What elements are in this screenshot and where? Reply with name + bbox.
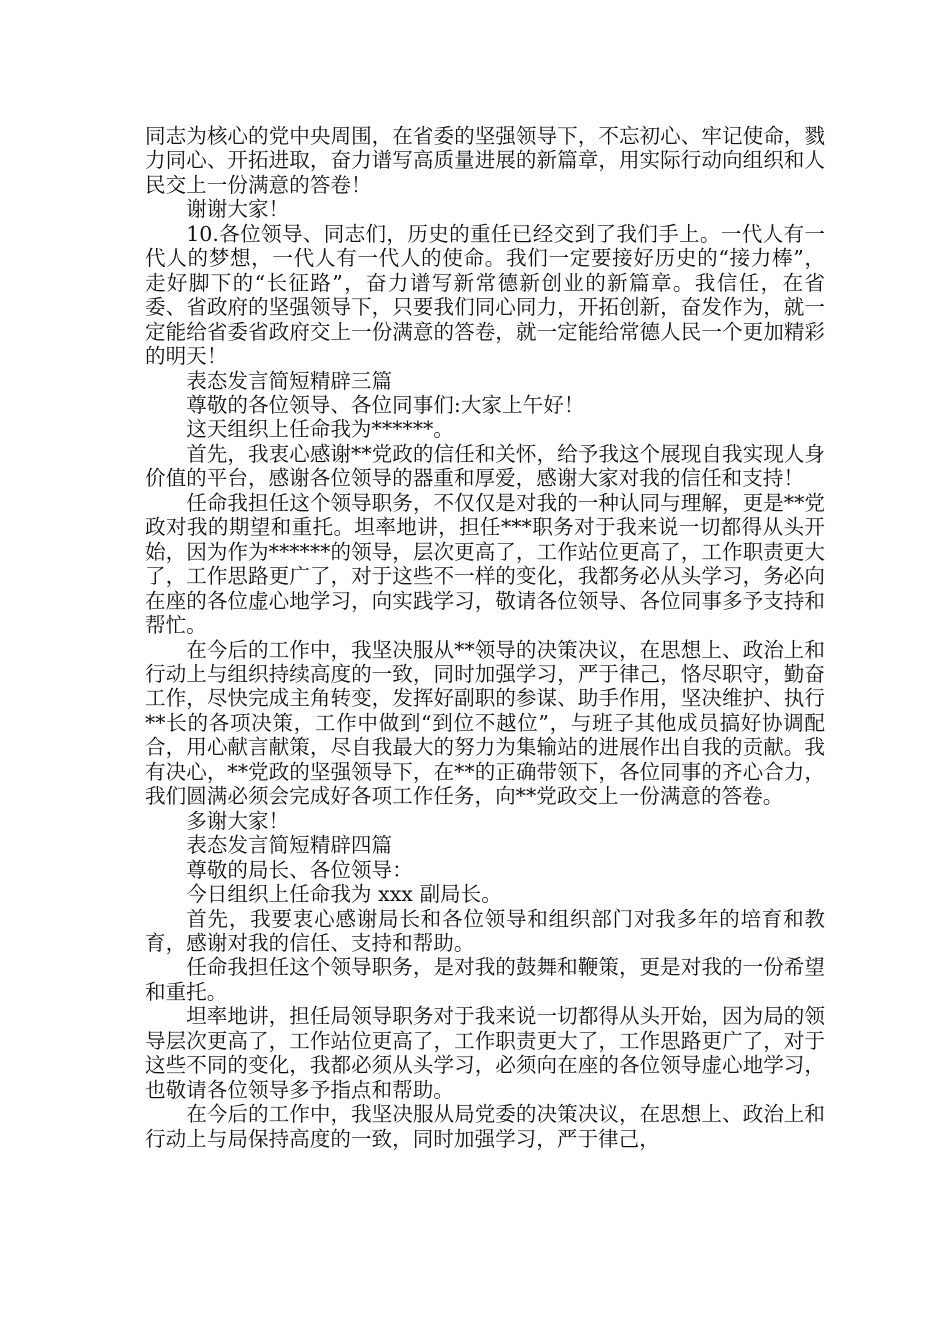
paragraph-7: 首先，我衷心感谢**党政的信任和关怀，给予我这个展现自我实现人身价值的平台，感谢各位领导的器重和厚爱，感谢大家对我的信任和支持！	[145, 441, 825, 491]
document-body	[145, 124, 825, 1151]
paragraph-3: 10.各位领导、同志们，历史的重任已经交到了我们手上。一代人有一代人的梦想，一代人有一代人的使命。我们一定要接好历史的“接力棒”，走好脚下的“长征路”，奋力谱写新常德新创业的新篇章。我信任，在省委、省政府的坚强领导下，只要我们同心同力，开拓创新，奋发作为，就一定能给省委省政府交上一份满意的答卷，就一定能给常德人民一个更加精彩的明天！	[145, 221, 825, 369]
paragraph-16: 坦率地讲，担任局领导职务对于我来说一切都得从头开始，因为局的领导层次更高了，工作站位更高了，工作职责更大了，工作思路更广了，对于这些不同的变化，我都必须从头学习，必须向在座的各位领导虚心地学习，也敬请各位领导多予指点和帮助。	[145, 1004, 825, 1102]
paragraph-9: 在今后的工作中，我坚决服从**领导的决策决议，在思想上、政治上和行动上与组织持续高度的一致，同时加强学习，严于律己，恪尽职守，勤奋工作，尽快完成主角转变，发挥好副职的参谋、助手作用，坚决维护、执行**长的各项决策，工作中做到“到位不越位”，与班子其他成员搞好协调配合，用心献言献策，尽自我最大的努力为集输站的进展作出自我的贡献。我有决心，**党政的坚强领导下，在**的正确带领下，各位同事的齐心合力，我们圆满必须会完成好各项工作任务，向**党政交上一份满意的答卷。	[145, 637, 825, 809]
paragraph-17: 在今后的工作中，我坚决服从局党委的决策决议，在思想上、政治上和行动上与局保持高度的一致，同时加强学习，严于律己，	[145, 1102, 825, 1151]
paragraph-8: 任命我担任这个领导职务，不仅仅是对我的一种认同与理解，更是**党政对我的期望和重托。坦率地讲，担任***职务对于我来说一切都得从头开始，因为作为******的领导，层次更高了，工作站位更高了，工作职责更大了，工作思路更广了，对于这些不一样的变化，我都务必从头学习，务必向在座的各位虚心地学习，向实践学习，敬请各位领导、各位同事多予支持和帮忙。	[145, 490, 825, 638]
paragraph-2: 谢谢大家！	[186, 197, 290, 222]
paragraph-12: 尊敬的局长、各位领导：	[186, 857, 413, 882]
paragraph-5: 尊敬的各位领导、各位同事们:大家上午好！	[186, 392, 585, 417]
paragraph-6: 这天组织上任命我为******。	[186, 417, 454, 442]
paragraph-15: 任命我担任这个领导职务，是对我的鼓舞和鞭策，更是对我的一份希望和重托。	[145, 955, 825, 1004]
section-heading-3: 表态发言简短精辟三篇	[186, 368, 393, 393]
paragraph-13: 今日组织上任命我为 xxx 副局长。	[186, 882, 502, 907]
paragraph-10: 多谢大家！	[186, 808, 290, 833]
paragraph-1: 同志为核心的党中央周围，在省委的坚强领导下，不忘初心、牢记使命，戮力同心、开拓进取，奋力谱写高质量进展的新篇章，用实际行动向组织和人民交上一份满意的答卷！	[145, 124, 825, 197]
section-heading-4: 表态发言简短精辟四篇	[186, 833, 393, 858]
paragraph-14: 首先，我要衷心感谢局长和各位领导和组织部门对我多年的培育和教育，感谢对我的信任、支持和帮助。	[145, 906, 825, 955]
